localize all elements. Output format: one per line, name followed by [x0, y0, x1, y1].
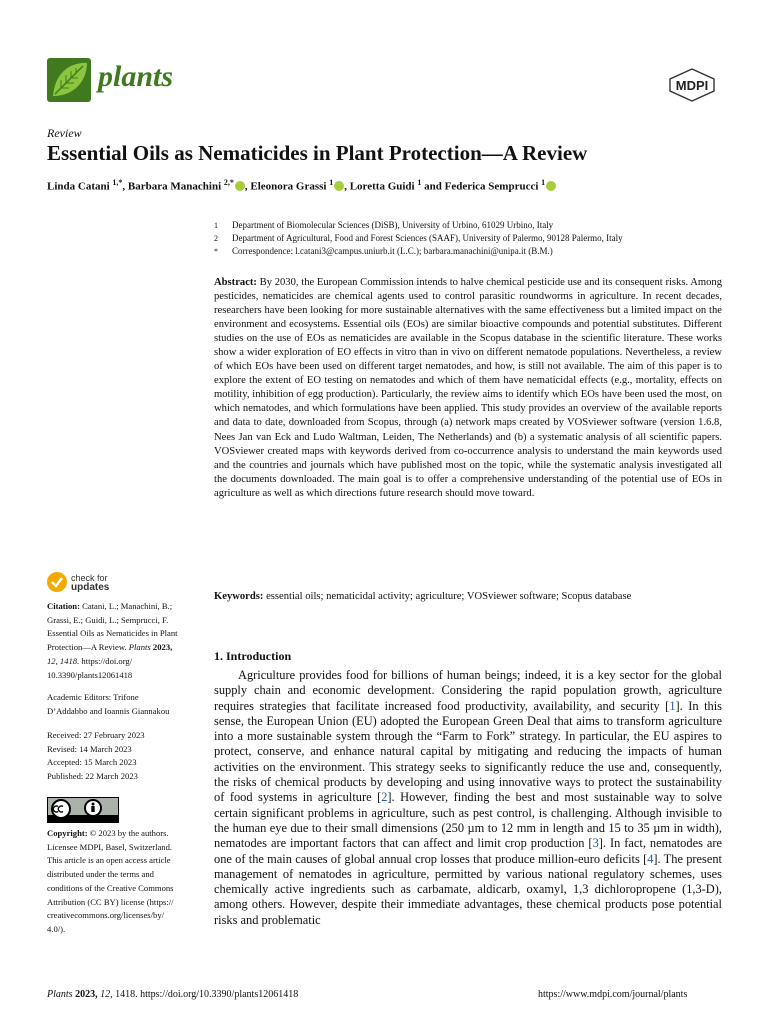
paragraph-text: global supply chain and economic development. Considering the rapid population growth, [214, 668, 722, 698]
keywords-label: Keywords: [214, 591, 264, 602]
publisher-logo [664, 68, 720, 102]
paragraph-text: various national regulatory schemes, uses chemically active ingredients such as carbamate, [214, 866, 722, 897]
affiliation-mark: 1 [214, 221, 218, 230]
citation-year: 2023, [152, 642, 173, 653]
copyright-line: This article is an open access article [47, 855, 171, 866]
copyright-line: © 2023 by the authors. [89, 828, 169, 838]
author-name[interactable]: Federica Semprucci [444, 180, 539, 193]
citation-doi-link[interactable]: https://doi.org/ [81, 655, 133, 666]
footer-year: 2023, [75, 989, 98, 1000]
copyright-label: Copyright: [47, 828, 88, 838]
keywords-text: essential oils; nematicidal activity; agriculture; VOSviewer software; Scopus database [266, 591, 632, 602]
author-name[interactable]: Loretta Guidi [349, 180, 415, 193]
editors-line: D’Addabbo and Ioannis Giannakou [47, 705, 170, 716]
orcid-icon[interactable] [334, 181, 344, 191]
paragraph-text: aldicarb, oxamyl, 1,3 dichloropropene (1,3-D), among others. However, despite their [214, 882, 722, 912]
citation-line: Essential Oils as Nematicides in Plant [47, 628, 178, 639]
footer-citation [47, 989, 298, 1000]
check-updates-icon [47, 572, 67, 592]
footer-journal: Plants [47, 989, 73, 1000]
paragraph-text: ]. However, finding the best and most sustainable way to solve certain [214, 790, 723, 820]
received-date: Received: 27 February 2023 [47, 730, 145, 740]
copyright-line: Attribution (CC BY) license (https:// [47, 896, 174, 907]
abstract-text: By 2030, the European Commission intends to halve chemical pesticide use and its consequent risks. Among pesticides, nematicides are chemical agents used to control parasitic roundworms in agriculture. In recent decades, researchers have been looking for more sustainable alternatives with the same effectiveness but a limited impact on the environment and ecosystems. Essential oils (EOs) are similar bioactive compounds and potential substitutes. Different studies on the use of EOs as nematicides are available in the Scopus database in the scientific literature. These works show a wider exploration of EO effects in vitro than in vivo on different nematode populations. Nevertheless, a review of which EOs have been used on different target nematodes, and how, is still not available. The aim of this paper is to explore the extent of EO testing on nematodes and which of them have nematicidal effects (e.g., mortality, effects on motility, inhibition of egg production). Particularly, the review aims to identify which EOs have been used the most, on which nematodes, and which formulations have been applied. This study provides an overview of the available reports and data to date, downloaded from Scopus, through (a) network maps created by VOSviewer software (version 1.6.8, Nees Jan van Eck and Ludo Waltman, Leiden, The Netherlands) and (b) a systematic analysis of all scientific papers. VOSviewer created maps with keywords derived from co-occurrence analysis to understand the main keywords used and the countries and journals which have published most on the topic, while the systematic analysis investigated all the documents downloaded. The main goal is to offer a comprehensive understanding of the potential use of EOs in agriculture as well as which directions future research should move toward. [214, 277, 722, 499]
introduction-paragraph [214, 668, 722, 928]
reference-link[interactable]: 2 [381, 790, 388, 805]
author-affiliation-mark: 1 [541, 178, 546, 187]
orcid-icon[interactable] [235, 181, 245, 191]
paragraph-text: million-euro deficits [ [538, 851, 648, 866]
check-for-updates-button[interactable] [47, 572, 167, 594]
citation-line: Grassi, E.; Guidi, L.; Semprucci, F. [47, 614, 169, 625]
citation-doi-link[interactable]: 10.3390/plants12061418 [47, 669, 133, 680]
citation-volume: 12, 1418. [47, 655, 80, 666]
citation-line: Protection—A Review. [47, 642, 127, 653]
footer-journal-url[interactable]: https://www.mdpi.com/journal/plants [538, 989, 688, 1000]
copyright-notice [47, 827, 199, 937]
section-heading-introduction: 1. Introduction [214, 649, 292, 663]
reference-link[interactable]: 4 [647, 851, 654, 866]
footer-volume: 12, [100, 989, 113, 1000]
article-title: Essential Oils as Nematicides in Plant Protection—A Review [47, 141, 588, 165]
cc-by-icon[interactable] [47, 797, 119, 823]
reference-link[interactable]: 1 [669, 698, 676, 713]
revised-date: Revised: 14 March 2023 [47, 743, 132, 754]
paragraph-text: aims to transform agriculture into a more sustainable system through the “Farm to Fork” [214, 713, 722, 744]
orcid-icon[interactable] [546, 181, 556, 191]
paragraph-text: µm in width), nematodes are important factors that can affect and limit crop production [ [214, 820, 723, 851]
check-updates-line2: updates [71, 582, 110, 593]
author-affiliation-mark: 1 [329, 178, 334, 187]
paragraph-text: ]. [598, 836, 610, 851]
affiliation-mark: 2 [214, 234, 218, 243]
editors-line: Academic Editors: Trifone [47, 692, 139, 702]
footer-doi-link[interactable]: 1418. https://doi.org/10.3390/plants12061418 [115, 989, 299, 1000]
affiliation-item [214, 232, 623, 245]
publisher-name: MDPI [675, 78, 709, 93]
affiliation-mark: * [214, 247, 218, 256]
reference-link[interactable]: 3 [592, 836, 599, 851]
paragraph-text: agriculture requires strategies that facilitate increased food productivity, availability, and [214, 683, 722, 713]
paragraph-text: ]. In this sense, the European Union (EU) adopted the European Green Deal that [214, 698, 722, 728]
introduction-body [214, 668, 722, 928]
paragraph-text: Agriculture provides food for billions of human beings; indeed, it is a key sector for the [238, 668, 692, 682]
abstract-label: Abstract: [214, 277, 257, 288]
paragraph-text: to the human eye due to their small dimensions (250 µm to 12 mm in length and 15 to 35 [214, 805, 722, 835]
check-updates-line1: check for [71, 573, 108, 583]
journal-name: plants [98, 60, 174, 93]
affiliation-text: Correspondence: l.catani3@campus.uniurb.it (L.C.); barbara.manachini@unipa.it (B.M.) [232, 246, 553, 256]
citation-label: Citation: [47, 601, 80, 611]
paragraph-text: significant problems in agriculture, such as pest control, is challenging. Although invisible [251, 805, 713, 820]
paragraph-text: immediate advantages, these chemical products pose potential risks and problematic [214, 897, 722, 927]
copyright-line: Licensee MDPI, Basel, Switzerland. [47, 841, 173, 852]
paragraph-text: mitigating and reducing the impacts of human activities on the environment. This strategy [214, 744, 722, 774]
author-name[interactable]: Linda Catani [47, 180, 110, 193]
license-link[interactable]: 4.0/). [47, 923, 66, 934]
citation-block [47, 600, 199, 682]
publication-dates [47, 729, 199, 784]
affiliations [214, 219, 623, 258]
keywords [214, 590, 722, 604]
author-name[interactable]: Eleonora Grassi [250, 180, 327, 193]
paragraph-text: seeks to significantly reduce the use and, consequently, the risks of chemical products [214, 759, 723, 790]
published-date: Published: 22 March 2023 [47, 771, 138, 782]
author-name[interactable]: Barbara Manachini [127, 180, 222, 193]
accepted-date: Accepted: 15 March 2023 [47, 757, 137, 768]
paragraph-text: In fact, nematodes are one of the main causes of global annual crop losses that produce [214, 836, 722, 866]
affiliation-text: Department of Agricultural, Food and Forest Sciences (SAAF), University of Palermo, 90128 Palermo, Italy [232, 233, 623, 243]
leaf-icon [47, 58, 91, 102]
article-type: Review [47, 126, 82, 140]
affiliation-item [214, 245, 623, 258]
citation-journal: Plants [128, 642, 151, 653]
author-list: Linda Catani $^{1,*}$, Barbara Manachini $^{2,*}$ , Eleonora Grassi $^1$ , Loretta Guidi $^1$ and Federica Semprucci $^1$ [47, 178, 556, 193]
affiliation-item [214, 219, 623, 232]
paragraph-text: security [ [620, 698, 670, 713]
paragraph-text: strategy. In particular, the EU aspires to protect, conserve, and enhance natural capital by [214, 729, 722, 759]
paragraph-text: ]. The present management of nematodes in agriculture, permitted by [214, 851, 722, 881]
license-link[interactable]: creativecommons.org/licenses/by/ [47, 910, 165, 921]
copyright-line: distributed under the terms and [47, 869, 154, 880]
author-affiliation-mark: 2,* [223, 178, 234, 187]
paragraph-text: by developing and using innovative ways to protect the sustainability of food systems [214, 775, 723, 805]
affiliation-text: Department of Biomolecular Sciences (DiSB), University of Urbino, 61029 Urbino, Italy [232, 220, 554, 230]
citation-line: Catani, L.; Manachini, B.; [82, 601, 173, 611]
abstract [214, 276, 722, 501]
author-affiliation-mark: 1 [417, 178, 422, 187]
author-affiliation-mark: 1,* [112, 178, 123, 187]
academic-editors [47, 691, 199, 718]
copyright-line: conditions of the Creative Commons [47, 882, 174, 893]
paragraph-text: in agriculture [ [302, 790, 382, 805]
